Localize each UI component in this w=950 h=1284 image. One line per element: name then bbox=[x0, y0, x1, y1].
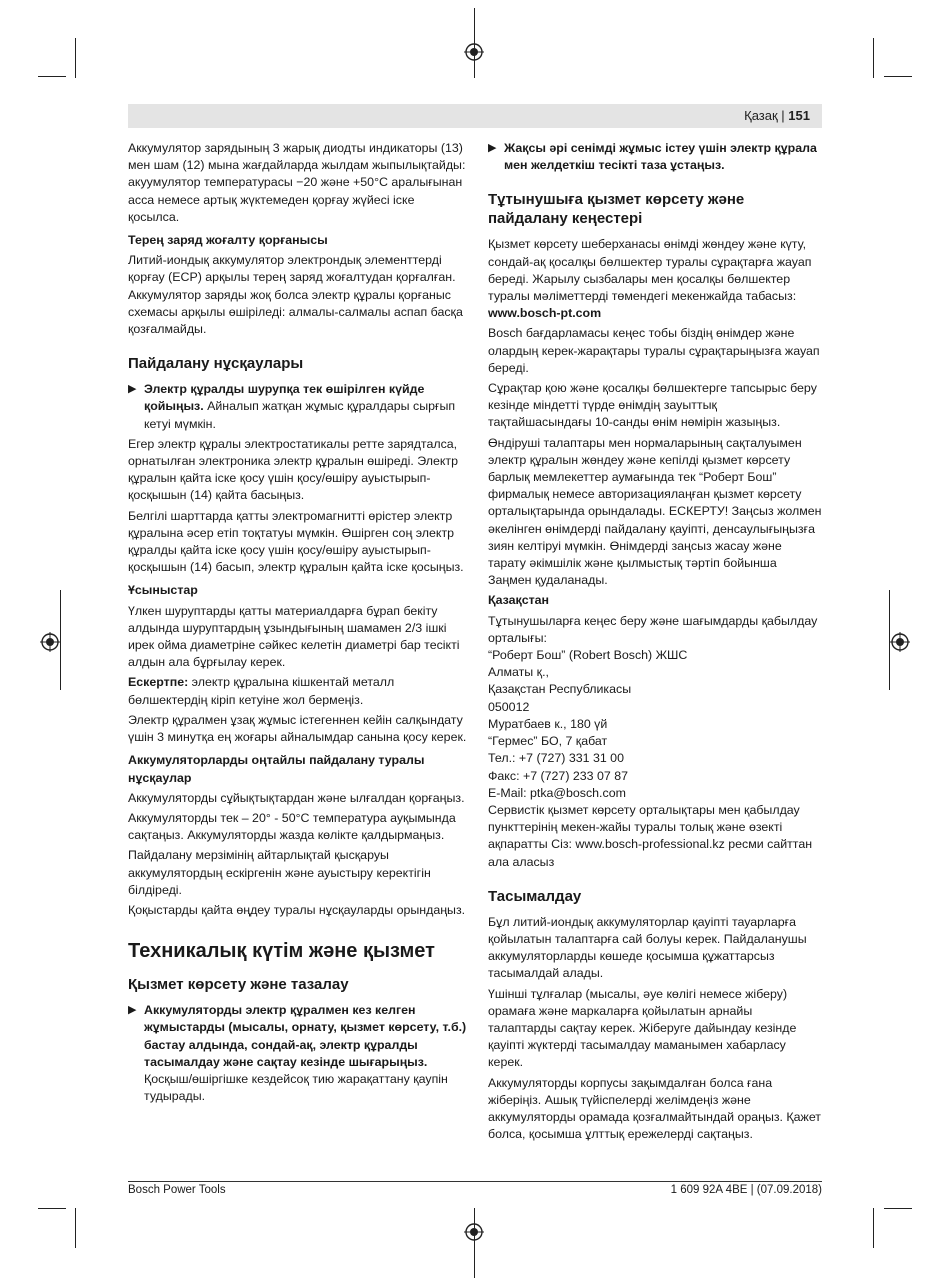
address-line: “Роберт Бош” (Robert Bosch) ЖШС bbox=[488, 648, 688, 663]
battery-paragraph-2: Аккумуляторды тек – 20° - 50°C температура ауқымында сақтаңыз. Аккумуляторды жазда көлікте қалдырмаңыз. bbox=[128, 810, 456, 843]
crop-mark bbox=[474, 1208, 475, 1278]
service-paragraph-2: Bosch бағдарламасы кеңес тобы біздің өнімдер және олардың керек-жарақтары туралы сұрақтарыңызға жауап береді. bbox=[488, 326, 820, 375]
service-paragraph-3: Сұрақтар қою және қосалқы бөлшектерге тапсырыс беру кезінде міндетті түрде өнімдің зауыттық тақтайшасындағы 10-санды өнім нөмірін жазыңыз. bbox=[488, 381, 817, 430]
crop-mark bbox=[75, 1208, 76, 1248]
registration-mark-icon bbox=[890, 632, 910, 652]
address-line: E-Mail: ptka@bosch.com bbox=[488, 785, 626, 800]
registration-mark-icon bbox=[464, 42, 484, 62]
header-section: Қазақ bbox=[744, 108, 778, 123]
crop-mark bbox=[884, 76, 912, 77]
battery-paragraph-3: Пайдалану мерзімінің айтарлықтай қысқаруы аккумулятордың ескіргенін және ауыстыру керектігін білдіреді. bbox=[128, 848, 431, 897]
right-column bbox=[488, 140, 823, 1146]
crop-mark bbox=[38, 1208, 66, 1209]
vent-bullet: ▶ Жақсы әрі сенімді жұмыс істеу үшін электр құрала мен желдеткіш тесікті таза ұстаңыз. bbox=[488, 141, 817, 173]
crop-mark bbox=[873, 1208, 874, 1248]
crop-mark bbox=[60, 590, 61, 690]
kazakhstan-address bbox=[488, 613, 823, 802]
address-line: 050012 bbox=[488, 699, 530, 714]
address-line: “Гермес” БО, 7 қабат bbox=[488, 734, 608, 749]
crop-mark bbox=[873, 38, 874, 78]
transport-heading: Тасымалдау bbox=[488, 887, 582, 905]
crop-mark bbox=[75, 38, 76, 78]
address-line: Қазақстан Республикасы bbox=[488, 682, 632, 697]
footer-brand: Bosch Power Tools bbox=[128, 1184, 226, 1196]
tips-paragraph-1: Үлкен шуруптарды қатты материалдарға бұрап бекіту алдында шуруптардың ұзындығының шамамен 2/3 ішкі ирек ойма диаметріне сәйкес келетін диаметрі бар тесікті алдын ала бұрғылау керек. bbox=[128, 603, 460, 670]
address-line: орталығы: bbox=[488, 630, 547, 645]
maintenance-title: Техникалық күтім және қызмет bbox=[128, 940, 435, 963]
tips-note: Ескертпе: электр құралына кішкентай металл бөлшектердің кіріп кетуіне жол бермеңіз. bbox=[128, 675, 395, 707]
address-line: Тел.: +7 (727) 331 31 00 bbox=[488, 751, 624, 766]
address-line: Факс: +7 (727) 233 07 87 bbox=[488, 768, 629, 783]
left-column bbox=[128, 140, 468, 1108]
cleaning-heading: Қызмет көрсету және тазалау bbox=[128, 976, 349, 994]
battery-heading: Аккумуляторларды оңтайлы пайдалану туралы нұсқаулар bbox=[128, 753, 425, 785]
intro-paragraph: Аккумулятор зарядының 3 жарық диодты индикаторы (13) мен шам (12) мына жағдайларда жылдам жыпылықтайды: акуумулятор температурасы −20 және +50°C аралығынан асса немесе артық жүктемеден қорғау жүйесі іске қосылса. bbox=[128, 141, 466, 224]
crop-mark bbox=[884, 1208, 912, 1209]
usage-bullet: ▶ Электр құралды шурупқа тек өшірілген күйде қойыңыз. Айналып жатқан жұмыс құралдары сырғып кетуі мүмкін. bbox=[128, 382, 456, 431]
address-line: Муратбаев к., 180 үй bbox=[488, 716, 608, 731]
address-line: Тұтынушыларға кеңес беру және шағымдарды қабылдау bbox=[488, 613, 818, 628]
address-line: Алматы қ., bbox=[488, 665, 549, 680]
footer-divider bbox=[128, 1181, 822, 1182]
kazakhstan-heading: Қазақстан bbox=[488, 593, 550, 608]
service-heading: Тұтынушыға қызмет көрсету және пайдалану кеңестері bbox=[488, 191, 745, 228]
transport-paragraph-1: Бұл литий-иондық аккумуляторлар қауіпті тауарларға қойылатын талаптарға сай болуы керек. Пайдаланушы аккумуляторларды көшеде қосымша құжаттарсыз тасымалдай алады. bbox=[488, 914, 807, 981]
page-number: 151 bbox=[788, 108, 810, 123]
registration-mark-icon bbox=[40, 632, 60, 652]
bullet-arrow-icon: ▶ bbox=[128, 383, 137, 396]
tips-heading: Ұсыныстар bbox=[128, 583, 198, 598]
bullet-arrow-icon: ▶ bbox=[488, 142, 497, 154]
crop-mark bbox=[38, 76, 66, 77]
usage-paragraph-1: Егер электр құралы электростатикалы ретте зарядталса, орнатылған электроника электр құралын өшіреді. Электр құралын қайта іске қосу үшін қосу/өшіру ауыстырып-қосқышын (14) қайта басыңыз. bbox=[128, 436, 458, 503]
deep-discharge-heading: Терең заряд жоғалту қорғанысы bbox=[128, 233, 328, 248]
tips-paragraph-3: Электр құралмен ұзақ жұмыс істегеннен кейін салқындату үшін 3 минутқа ең жоғары айналымдар санына қосу керек. bbox=[128, 712, 467, 745]
service-paragraph-4: Өндіруші талаптары мен нормаларының сақталуымен электр құралын жөндеу және кепілді қызмет көрсету барлық мемлекеттер аумағында тек “Роберт Бош” фирмалық немесе авторизациялаңған қызмет көрсету орталықтарында орындалады. ЕСКЕРТУ! Заңсыз жолмен әкелінген өнімдерді пайдалану қауіпті, денсаулығыңызға зиян келтіруі мүмкін. Өнімдерді заңсыз жасау және тарату әкімшілік және қылмыстық тәртіп бойынша Заңмен қудаланады. bbox=[488, 435, 822, 588]
transport-paragraph-2: Үшінші тұлғалар (мысалы, әуе көлігі немесе жіберу) орамаға және маркаларға қойылатын арнайы талаптарды сақтау керек. Жіберуге дайындау кезінде қауіпті жүктерді тасымалдау маманымен хабарласу керек. bbox=[488, 986, 797, 1070]
transport-paragraph-3: Аккумуляторды корпусы зақымдалған болса ғана жіберіңіз. Ашық түйіспелерді желімдеңіз және аккумуляторды орамада қозғалмайтындай ораңыз. Қажет болса, қосымша ұлттық ережелерді сақтаңыз. bbox=[488, 1075, 821, 1142]
usage-heading: Пайдалану нұсқаулары bbox=[128, 355, 304, 373]
cleaning-bullet: ▶ Аккумуляторды электр құралмен кез келген жұмыстарды (мысалы, орнату, қызмет көрсету, т.б.) бастау алдында, сондай-ақ, электр құралды тасымалдау және сақтау кезінде шығарыңыз. Қосқыш/өшіргішке кездейсоқ тию жарақаттану қаупін тудырады. bbox=[128, 1003, 467, 1104]
registration-mark-icon bbox=[464, 1222, 484, 1242]
service-link[interactable]: www.bosch-pt.com bbox=[488, 306, 602, 321]
bullet-arrow-icon: ▶ bbox=[128, 1004, 137, 1017]
page-header: Қазақ | 151 bbox=[744, 108, 810, 123]
service-paragraph-1: Қызмет көрсету шеберханасы өнімді жөндеу және күту, сондай-ақ қосалқы бөлшектер туралы сұрақтарға жауап береді. Жарылу сызбалары мен қосалқы бөлшектер туралы мәліметтерді төмендегі мекенжайда табасыз: bbox=[488, 237, 812, 304]
header-band bbox=[128, 104, 822, 128]
battery-paragraph-1: Аккумуляторды сұйықтықтардан және ылғалдан қорғаңыз. bbox=[128, 790, 465, 805]
deep-discharge-paragraph: Литий-иондық аккумулятор электрондық элементтерді қорғау (ECP) арқылы терең заряд жоғалтудан қорғалған. Аккумулятор заряды жоқ болса электр құралы қорғаныс схемасы арқылы өшіріледі: алмалы-салмалы аспап басқа қозғалмайды. bbox=[128, 253, 463, 337]
service-centers-paragraph: Сервистік қызмет көрсету орталықтары мен қабылдау пункттерінің мекен-жайы туралы толық және өзекті ақпаратты Сіз: www.bosch-professional.kz ресми сайттан ала аласыз bbox=[488, 802, 813, 869]
battery-paragraph-4: Қоқыстарды қайта өңдеу туралы нұсқауларды орындаңыз. bbox=[128, 902, 466, 917]
usage-paragraph-2: Белгілі шарттарда қатты электромагнитті өрістер электр құралына әсер етіп тоқтатуы мүмкін. Өшірген соң электр құралды қайта іске қосу үшін қосу/өшіру ауыстырып-қосқышын (14) басып, электр құралын қайта іске қосыңыз. bbox=[128, 508, 464, 575]
footer-doc-number: 1 609 92A 4BE | (07.09.2018) bbox=[670, 1184, 822, 1196]
